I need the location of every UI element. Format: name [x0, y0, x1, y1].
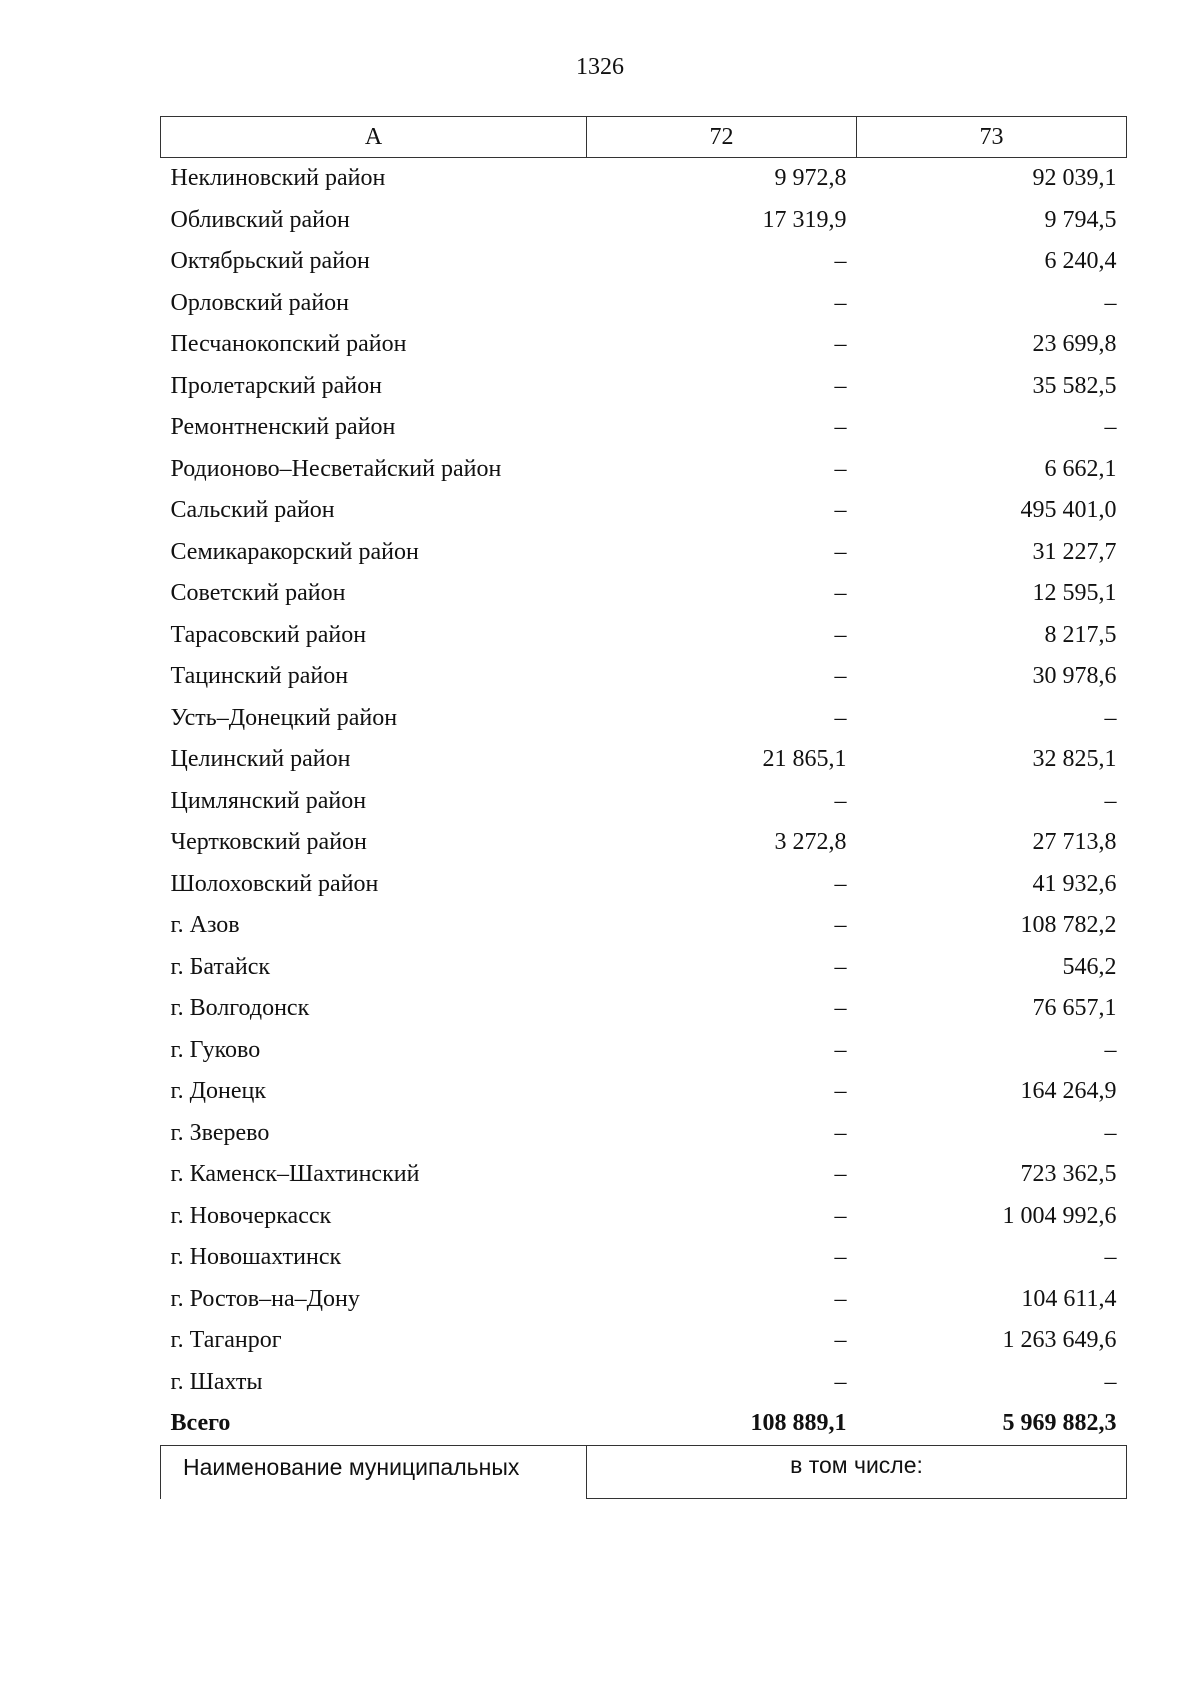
table-row	[161, 1030, 1127, 1072]
row-name: г. Волгодонск	[170, 995, 310, 1022]
row-name: г. Гуково	[170, 1036, 261, 1063]
row-value-72: –	[834, 414, 847, 441]
table-header-row	[161, 117, 1127, 158]
row-value-73: 8 217,5	[1044, 621, 1117, 648]
total-label: Всего	[170, 1410, 231, 1437]
row-value-73: 12 595,1	[1032, 580, 1117, 607]
table-row	[161, 1237, 1127, 1279]
table-row	[161, 241, 1127, 283]
row-value-73: 9 794,5	[1044, 206, 1117, 233]
table-row	[161, 1362, 1127, 1404]
row-name: г. Таганрог	[170, 1327, 282, 1354]
row-name: Усть–Донецкий район	[170, 704, 398, 731]
row-value-73: 30 978,6	[1032, 663, 1117, 690]
row-name: Тацинский район	[170, 663, 349, 690]
row-value-73: 164 264,9	[1020, 1078, 1117, 1105]
row-value-73: 546,2	[1062, 953, 1117, 980]
row-name: г. Шахты	[170, 1368, 263, 1395]
table-row	[161, 490, 1127, 532]
row-value-73: 41 932,6	[1032, 870, 1117, 897]
row-value-72: –	[834, 953, 847, 980]
row-value-72: –	[834, 538, 847, 565]
table-row	[161, 407, 1127, 449]
row-value-73: 6 240,4	[1044, 248, 1117, 275]
column-header-a: А	[161, 117, 587, 158]
row-value-72: –	[834, 1244, 847, 1271]
row-value-73: –	[1104, 1244, 1117, 1271]
table-body	[161, 158, 1127, 1404]
row-value-73: –	[1104, 787, 1117, 814]
table-row	[161, 615, 1127, 657]
row-value-72: –	[834, 497, 847, 524]
row-value-73: 32 825,1	[1032, 746, 1117, 773]
row-value-72: –	[834, 704, 847, 731]
table-row	[161, 1071, 1127, 1113]
row-value-72: –	[834, 580, 847, 607]
table-row	[161, 283, 1127, 325]
row-value-73: –	[1104, 1036, 1117, 1063]
row-value-72: –	[834, 1161, 847, 1188]
row-value-72: –	[834, 1078, 847, 1105]
table-row	[161, 781, 1127, 823]
table-row	[161, 1279, 1127, 1321]
table-row	[161, 1196, 1127, 1238]
row-name: Шолоховский район	[170, 870, 379, 897]
row-name: Советский район	[170, 580, 346, 607]
row-name: Ремонтненский район	[170, 414, 396, 441]
row-value-72: –	[834, 331, 847, 358]
row-name: г. Азов	[170, 912, 240, 939]
row-value-73: 108 782,2	[1020, 912, 1117, 939]
row-name: г. Батайск	[170, 953, 271, 980]
row-name: Целинский район	[170, 746, 351, 773]
row-name: Октябрьский район	[170, 248, 370, 275]
row-value-72: 9 972,8	[774, 165, 847, 192]
table-row	[161, 905, 1127, 947]
next-header-right: в том числе:	[587, 1445, 1127, 1499]
row-value-73: 1 004 992,6	[1002, 1202, 1117, 1229]
table-row	[161, 947, 1127, 989]
row-name: г. Донецк	[170, 1078, 267, 1105]
row-value-72: –	[834, 912, 847, 939]
table-row	[161, 573, 1127, 615]
row-value-72: –	[834, 1285, 847, 1312]
data-table	[160, 116, 1127, 1499]
row-name: Обливский район	[170, 206, 350, 233]
table-row	[161, 158, 1127, 200]
table-row	[161, 698, 1127, 740]
table-row	[161, 1320, 1127, 1362]
row-value-72: –	[834, 248, 847, 275]
total-73: 5 969 882,3	[1002, 1410, 1117, 1437]
row-name: г. Зверево	[170, 1119, 270, 1146]
row-name: Семикаракорский район	[170, 538, 419, 565]
row-value-72: –	[834, 621, 847, 648]
row-value-73: 92 039,1	[1032, 165, 1117, 192]
row-value-73: 76 657,1	[1032, 995, 1117, 1022]
table-row	[161, 1113, 1127, 1155]
table-row	[161, 366, 1127, 408]
row-name: г. Каменск–Шахтинский	[170, 1161, 420, 1188]
table-row	[161, 656, 1127, 698]
next-header-left: Наименование муниципальных	[161, 1445, 587, 1499]
row-value-73: 31 227,7	[1032, 538, 1117, 565]
row-value-72: –	[834, 1327, 847, 1354]
row-name: Чертковский район	[170, 829, 367, 856]
row-value-72: –	[834, 787, 847, 814]
table-row	[161, 1154, 1127, 1196]
table-row	[161, 200, 1127, 242]
total-row	[161, 1403, 1127, 1445]
row-value-72: –	[834, 455, 847, 482]
table-row	[161, 988, 1127, 1030]
table-row	[161, 822, 1127, 864]
row-value-72: 17 319,9	[762, 206, 847, 233]
row-name: г. Новочеркасск	[170, 1202, 332, 1229]
row-value-72: –	[834, 289, 847, 316]
table-row	[161, 864, 1127, 906]
row-name: Сальский район	[170, 497, 335, 524]
row-value-73: 27 713,8	[1032, 829, 1117, 856]
row-name: Цимлянский район	[170, 787, 367, 814]
column-header-72: 72	[587, 117, 857, 158]
table-row	[161, 739, 1127, 781]
total-72: 108 889,1	[750, 1410, 847, 1437]
row-value-72: –	[834, 1368, 847, 1395]
row-value-73: –	[1104, 289, 1117, 316]
row-value-73: –	[1104, 1119, 1117, 1146]
row-value-73: 104 611,4	[1021, 1285, 1117, 1312]
row-value-73: 35 582,5	[1032, 372, 1117, 399]
table-row	[161, 449, 1127, 491]
row-value-72: 3 272,8	[774, 829, 847, 856]
row-value-73: 6 662,1	[1044, 455, 1117, 482]
row-value-72: –	[834, 372, 847, 399]
row-value-73: –	[1104, 1368, 1117, 1395]
row-value-73: –	[1104, 704, 1117, 731]
row-name: Тарасовский район	[170, 621, 367, 648]
row-value-72: –	[834, 1202, 847, 1229]
row-value-73: 495 401,0	[1020, 497, 1117, 524]
row-value-73: 1 263 649,6	[1002, 1327, 1117, 1354]
row-name: Орловский район	[170, 289, 350, 316]
page-number: 1326	[576, 54, 624, 80]
row-name: г. Новошахтинск	[170, 1244, 342, 1271]
table-row	[161, 324, 1127, 366]
row-value-72: –	[834, 1036, 847, 1063]
row-name: Песчанокопский район	[170, 331, 407, 358]
row-value-72: –	[834, 663, 847, 690]
row-name: Неклиновский район	[170, 165, 386, 192]
row-name: Пролетарский район	[170, 372, 382, 399]
row-value-72: –	[834, 1119, 847, 1146]
row-value-73: 23 699,8	[1032, 331, 1117, 358]
row-value-73: –	[1104, 414, 1117, 441]
row-value-72: –	[834, 870, 847, 897]
row-value-72: 21 865,1	[762, 746, 847, 773]
next-header-row	[161, 1445, 1127, 1499]
row-value-72: –	[834, 995, 847, 1022]
row-name: Родионово–Несветайский район	[170, 455, 502, 482]
table-row	[161, 532, 1127, 574]
column-header-73: 73	[857, 117, 1127, 158]
row-value-73: 723 362,5	[1020, 1161, 1117, 1188]
row-name: г. Ростов–на–Дону	[170, 1285, 360, 1312]
